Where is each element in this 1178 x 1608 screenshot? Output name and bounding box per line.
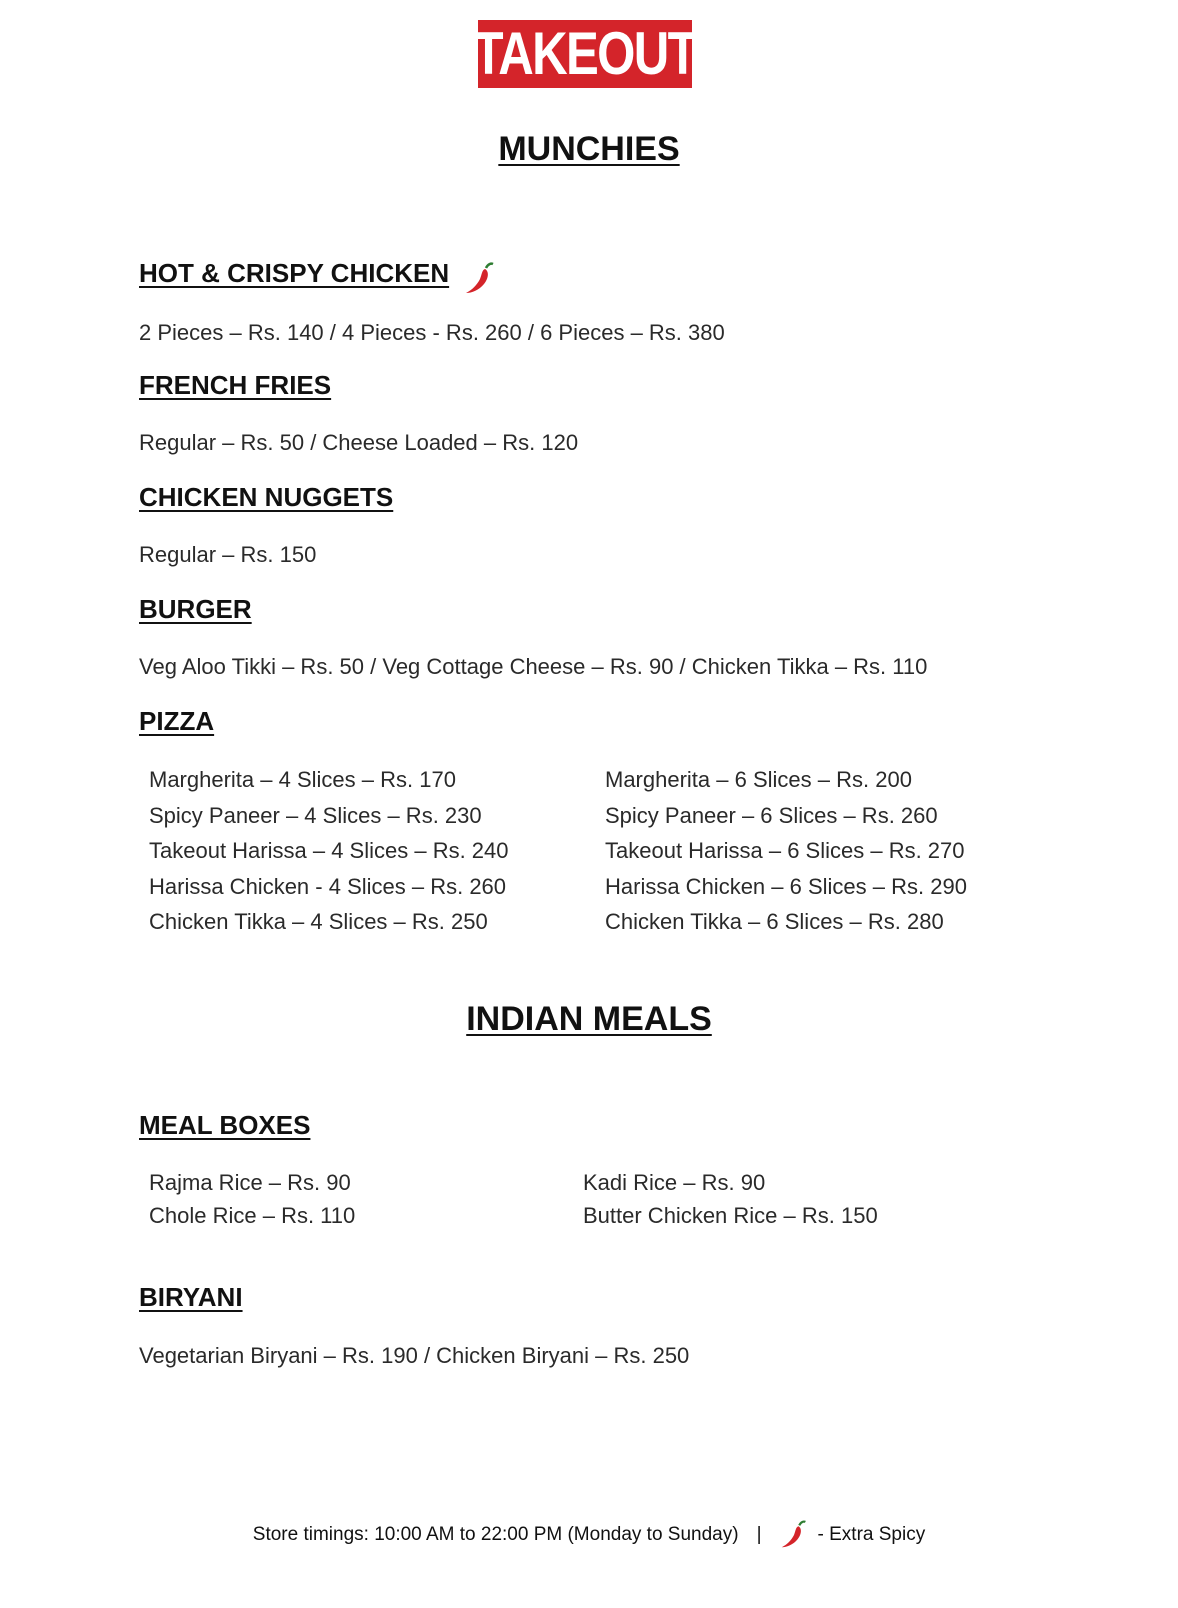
hot-crispy-chicken-heading [139,258,449,289]
biryani-heading: BIRYANI [139,1282,243,1312]
store-timings: Store timings: 10:00 AM to 22:00 PM (Monday to Sunday) [252,1524,739,1545]
list-item: Margherita – 6 Slices – Rs. 200 [605,767,912,792]
list-item: Chicken Tikka – 6 Slices – Rs. 280 [605,909,944,934]
meal-boxes-heading: MEAL BOXES [139,1110,311,1140]
list-item: Margherita – 4 Slices – Rs. 170 [149,767,456,792]
chicken-nuggets-prices: Regular – Rs. 150 [139,542,317,567]
pizza-heading: PIZZA [139,706,215,736]
indian-meals-title: INDIAN MEALS [466,1000,712,1038]
list-item: Spicy Paneer – 6 Slices – Rs. 260 [605,802,938,828]
footer [0,1520,1178,1550]
munchies-title: MUNCHIES [498,130,680,168]
footer-separator: | [756,1524,762,1545]
biryani-prices: Vegetarian Biryani – Rs. 190 / Chicken Biryani – Rs. 250 [139,1343,690,1368]
list-item: Harissa Chicken – 6 Slices – Rs. 290 [605,873,967,899]
pizza-list-6-slices [605,762,967,940]
burger-heading: BURGER [139,594,252,624]
pizza-list-4-slices [149,762,509,940]
hot-crispy-chicken-label: HOT & CRISPY CHICKEN [139,258,450,288]
list-item: Takeout Harissa – 6 Slices – Rs. 270 [605,838,965,863]
logo-text: TAKEOUT [473,20,697,87]
french-fries-prices: Regular – Rs. 50 / Cheese Loaded – Rs. 120 [139,430,579,455]
burger-prices: Veg Aloo Tikki – Rs. 50 / Veg Cottage Cheese – Rs. 90 / Chicken Tikka – Rs. 110 [139,654,928,679]
list-item: Chicken Tikka – 4 Slices – Rs. 250 [149,909,488,934]
list-item: Takeout Harissa – 4 Slices – Rs. 240 [149,838,509,863]
legend-extra-spicy: - Extra Spicy [817,1524,926,1545]
chicken-nuggets-heading: CHICKEN NUGGETS [139,482,394,512]
french-fries-heading: FRENCH FRIES [139,370,332,400]
takeout-logo [473,20,697,88]
meal-boxes-list-right [583,1166,878,1232]
list-item: Rajma Rice – Rs. 90 [149,1170,351,1195]
chili-icon [464,262,496,296]
meal-boxes-list-left [149,1166,355,1232]
list-item: Butter Chicken Rice – Rs. 150 [583,1203,878,1228]
chili-icon [780,1520,808,1550]
list-item: Spicy Paneer – 4 Slices – Rs. 230 [149,802,482,828]
hot-crispy-chicken-prices: 2 Pieces – Rs. 140 / 4 Pieces - Rs. 260 / 6 Pieces – Rs. 380 [139,320,725,345]
list-item: Chole Rice – Rs. 110 [149,1203,356,1228]
list-item: Kadi Rice – Rs. 90 [583,1170,766,1195]
list-item: Harissa Chicken - 4 Slices – Rs. 260 [149,873,507,899]
